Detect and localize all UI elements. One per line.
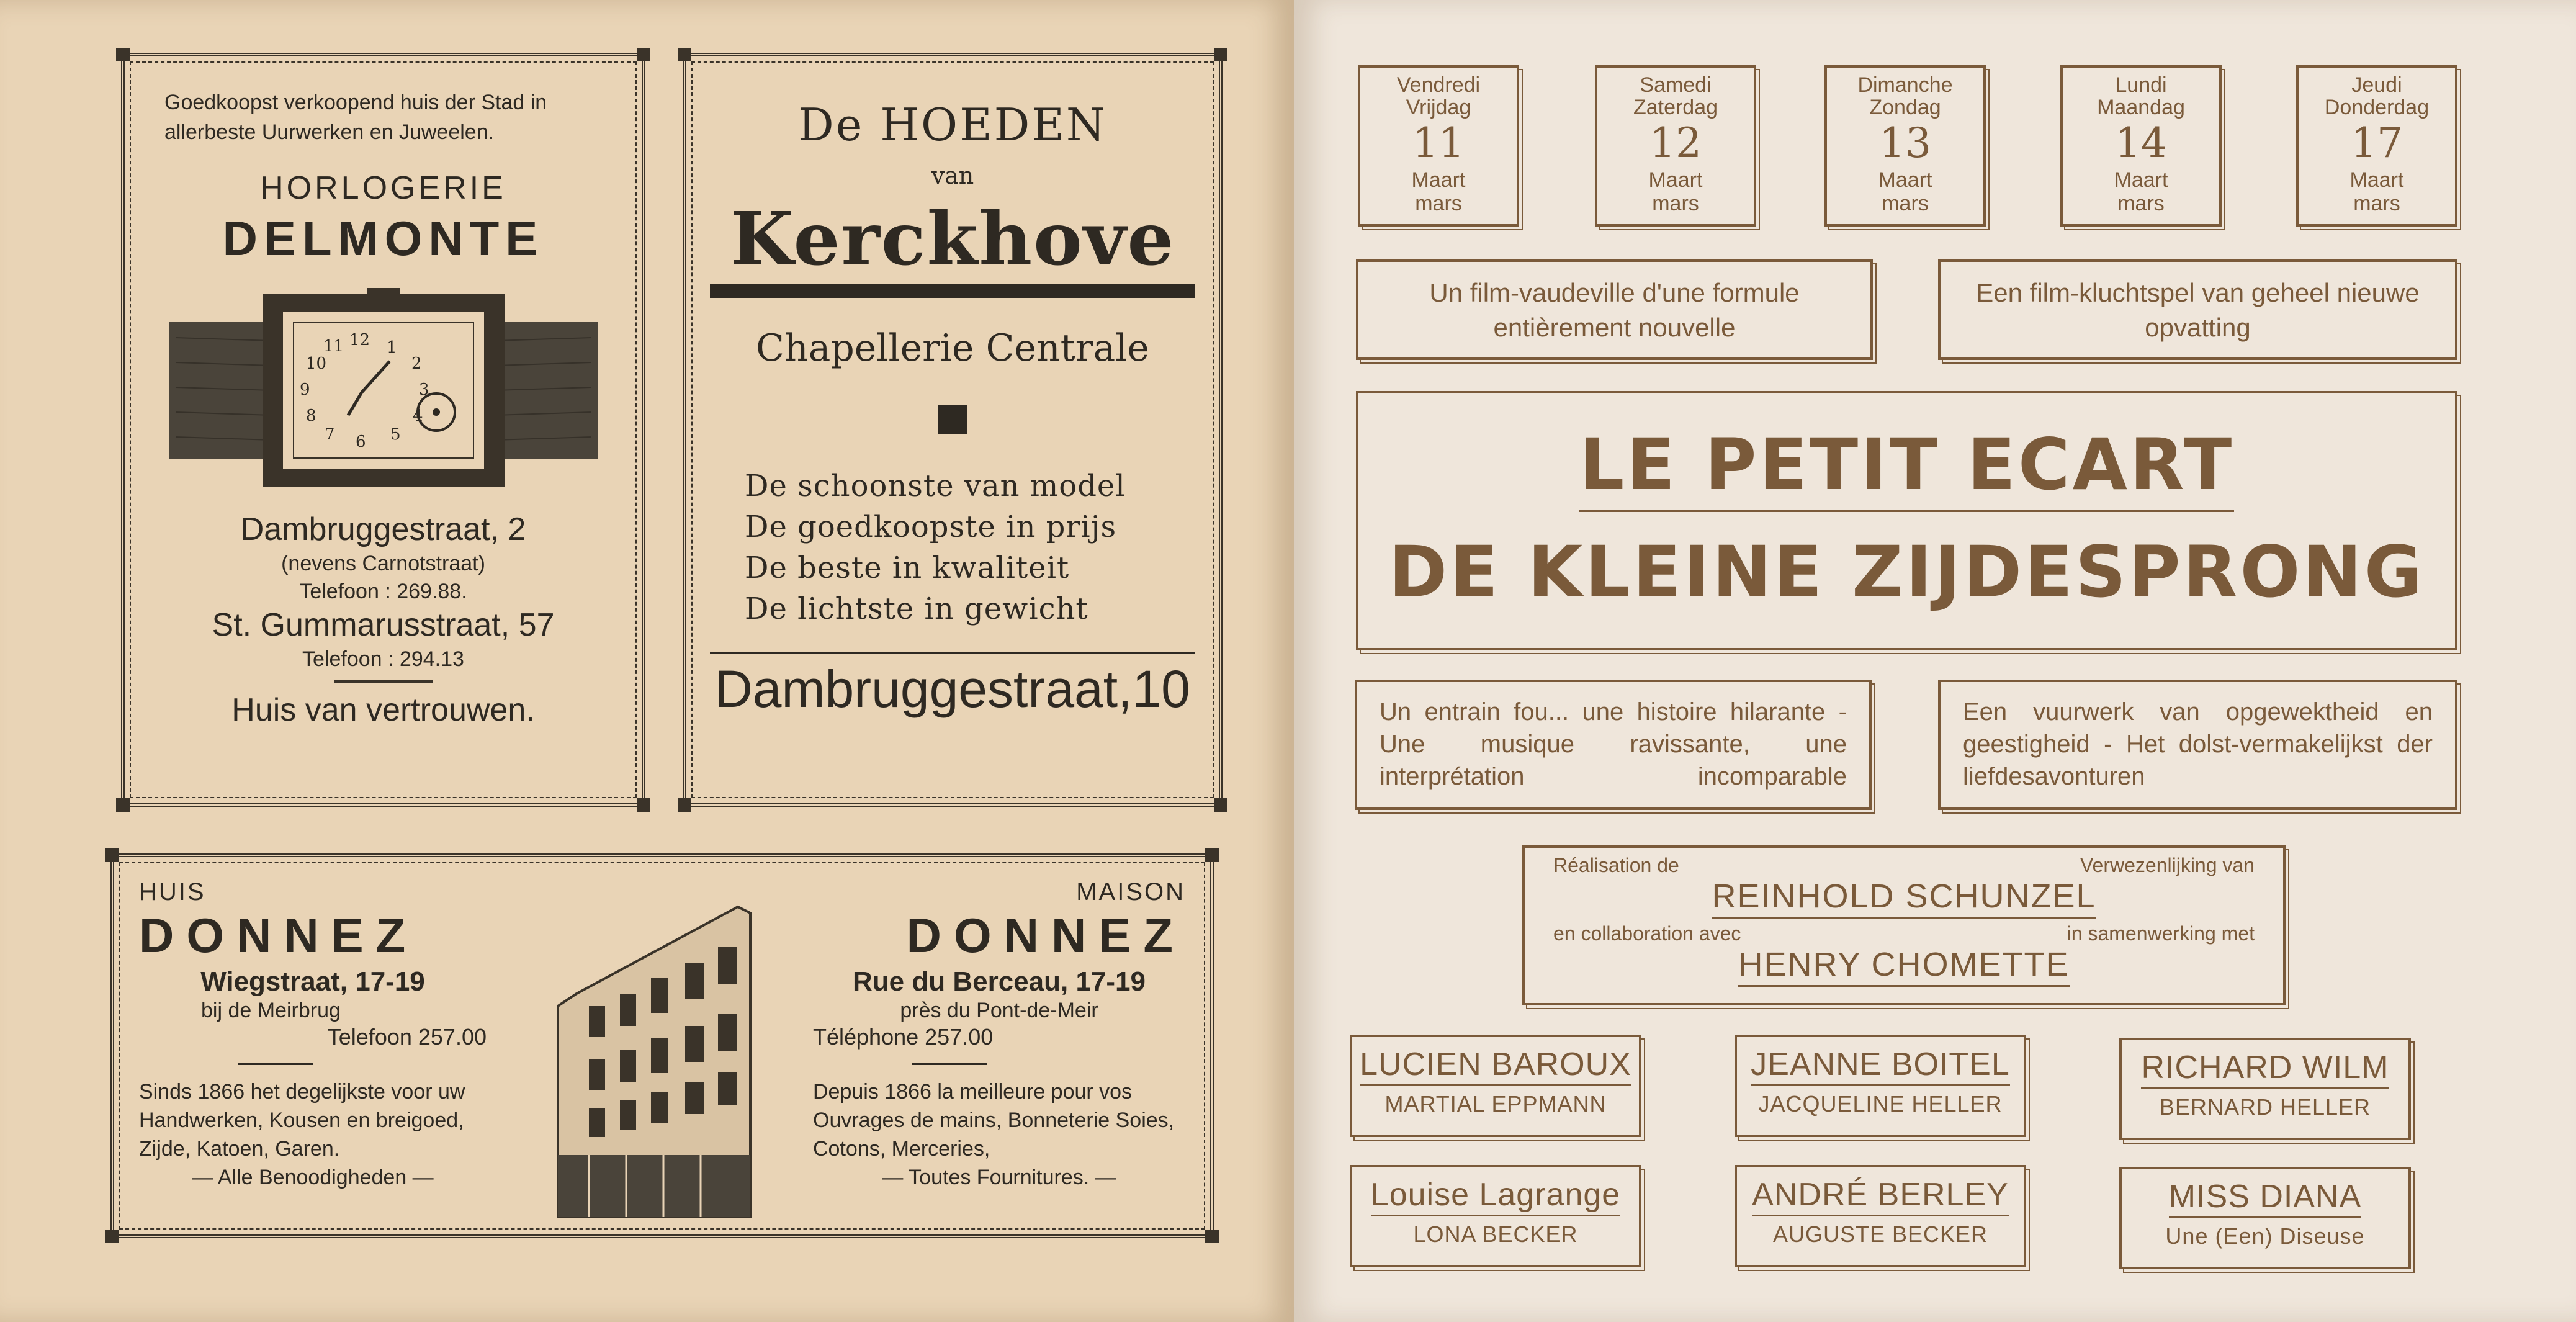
divider — [710, 284, 1195, 298]
svg-text:9: 9 — [299, 380, 310, 399]
frame-corner — [105, 1230, 119, 1243]
collaboration-label-fr: en collaboration avec — [1553, 922, 1741, 945]
donnez-body: Sinds 1866 het degelijkste voor uw Handwerken, Kousen en breigoed, Zijde, Katoen, Garen. — [139, 1080, 465, 1161]
svg-text:10: 10 — [305, 354, 326, 373]
role-name: MARTIAL EPPMANN — [1384, 1091, 1607, 1117]
svg-text:11: 11 — [323, 337, 344, 356]
square-ornament — [938, 405, 967, 434]
donnez-body: Depuis 1866 la meilleure pour vos Ouvrages de mains, Bonneterie Soies, Cotons, Merceries, — [813, 1080, 1175, 1161]
month-fr: mars — [1415, 192, 1462, 215]
cast-box — [1735, 1165, 2026, 1267]
day-name-fr: Vendredi — [1396, 73, 1481, 97]
delmonte-advert — [121, 53, 645, 807]
donnez-footer: — Alle Benoodigheden — — [192, 1166, 434, 1189]
director-name: REINHOLD SCHUNZEL — [1712, 877, 2096, 919]
svg-text:2: 2 — [411, 354, 422, 373]
delmonte-slogan: Huis van vertrouwen. — [231, 692, 535, 728]
day-name-nl: Vrijdag — [1406, 96, 1471, 119]
credits-box — [1522, 845, 2286, 1005]
date-box — [1824, 65, 1986, 227]
kerckhove-claim: De schoonste van model — [745, 469, 1126, 503]
cast-box — [1350, 1165, 1641, 1267]
day-name-fr: Dimanche — [1857, 73, 1953, 97]
day-number: 14 — [2115, 119, 2167, 167]
day-number: 17 — [2351, 119, 2403, 167]
kerckhove-van: van — [931, 162, 974, 189]
day-name-nl: Maandag — [2097, 96, 2185, 119]
realisation-label-nl: Verwezenlijking van — [2080, 854, 2255, 876]
frame-corner — [1205, 1230, 1219, 1243]
actor-name: MISS DIANA — [2169, 1178, 2362, 1218]
svg-text:8: 8 — [305, 407, 316, 425]
frame-corner — [1214, 48, 1227, 61]
date-box — [1595, 65, 1756, 227]
month-fr: mars — [1882, 192, 1929, 215]
delmonte-address-1: Dambruggestraat, 2 — [240, 511, 526, 547]
day-name-fr: Jeudi — [2351, 73, 2402, 97]
donnez-advert — [110, 853, 1214, 1238]
day-number: 13 — [1879, 119, 1931, 167]
svg-text:4: 4 — [412, 407, 423, 425]
month-fr: mars — [2353, 192, 2400, 215]
day-number: 11 — [1412, 119, 1465, 167]
delmonte-address-1-note: (nevens Carnotstraat) — [281, 552, 485, 575]
actor-name: JEANNE BOITEL — [1751, 1046, 2010, 1086]
actor-name: LUCIEN BAROUX — [1360, 1046, 1631, 1086]
donnez-phone: Telefoon 257.00 — [327, 1024, 487, 1050]
divider — [334, 680, 433, 683]
description-nl: Een vuurwerk van opgewektheid en geestigheid - Het dolst-vermakelijkst der liefdesavonturen — [1938, 680, 2457, 810]
frame-corner — [678, 48, 691, 61]
month-nl: Maart — [1411, 168, 1466, 192]
day-number: 12 — [1649, 119, 1702, 167]
collaboration-label-nl: in samenwerking met — [2067, 922, 2255, 945]
day-name-fr: Samedi — [1640, 73, 1712, 97]
day-name-nl: Zondag — [1869, 96, 1941, 119]
month-nl: Maart — [1878, 168, 1932, 192]
delmonte-tagline: Goedkoopst verkoopend huis der Stad in allerbeste Uurwerken en Juweelen. — [164, 91, 547, 144]
kerckhove-title: De HOEDEN — [798, 99, 1107, 151]
month-fr: mars — [2117, 192, 2165, 215]
kerckhove-advert — [683, 53, 1223, 807]
donnez-street: Wiegstraat, 17-19 — [200, 966, 425, 997]
delmonte-phone-2: Telefoon : 294.13 — [302, 647, 464, 671]
role-name: JACQUELINE HELLER — [1758, 1091, 2003, 1117]
film-title-nl: DE KLEINE ZIJDESPRONG — [1388, 531, 2425, 613]
svg-text:7: 7 — [324, 425, 335, 444]
day-name-nl: Zaterdag — [1633, 96, 1718, 119]
kerckhove-subtitle: Chapellerie Centrale — [756, 326, 1149, 370]
donnez-name: DONNEZ — [139, 908, 418, 963]
date-box — [2060, 65, 2222, 227]
frame-corner — [116, 798, 130, 812]
role-name: BERNARD HELLER — [2159, 1094, 2371, 1120]
date-box — [2296, 65, 2457, 227]
donnez-street: Rue du Berceau, 17-19 — [853, 966, 1146, 997]
role-name: AUGUSTE BECKER — [1772, 1221, 1988, 1247]
date-box — [1358, 65, 1519, 227]
collaborator-name: HENRY CHOMETTE — [1738, 945, 2069, 987]
film-title-fr: LE PETIT ECART — [1579, 423, 2234, 512]
kerckhove-address: Dambruggestraat,10 — [715, 660, 1190, 718]
frame-corner — [116, 48, 130, 61]
donnez-french-column — [813, 878, 1185, 1192]
month-nl: Maart — [2114, 168, 2168, 192]
day-name-fr: Lundi — [2115, 73, 2167, 97]
frame-corner — [637, 798, 650, 812]
actor-name: Louise Lagrange — [1371, 1176, 1620, 1216]
divider — [710, 652, 1195, 654]
kerckhove-claim: De goedkoopste in prijs — [745, 510, 1117, 544]
delmonte-address-2: St. Gummarusstraat, 57 — [212, 607, 555, 643]
actor-name: RICHARD WILM — [2141, 1049, 2389, 1089]
cast-box — [1735, 1035, 2026, 1137]
kerckhove-name: Kerckhove — [730, 196, 1175, 282]
kerckhove-claim: De beste in kwaliteit — [745, 551, 1070, 585]
day-name-nl: Donderdag — [2324, 96, 2430, 119]
description-fr: Un entrain fou... une histoire hilarante - Une musique ravissante, une interprétation incomparable — [1355, 680, 1872, 810]
delmonte-shop-type: HORLOGERIE — [260, 170, 506, 206]
delmonte-shop-name: DELMONTE — [222, 211, 544, 266]
svg-text:3: 3 — [418, 380, 429, 399]
donnez-note: bij de Meirbrug — [201, 999, 341, 1022]
svg-text:1: 1 — [386, 338, 397, 357]
divider — [912, 1063, 987, 1065]
donnez-name: DONNEZ — [906, 908, 1185, 963]
donnez-label: MAISON — [1076, 878, 1185, 906]
frame-corner — [1214, 798, 1227, 812]
donnez-phone: Téléphone 257.00 — [813, 1024, 994, 1050]
month-nl: Maart — [2349, 168, 2404, 192]
divider — [238, 1063, 313, 1065]
frame-corner — [678, 798, 691, 812]
realisation-label-fr: Réalisation de — [1553, 854, 1679, 876]
donnez-footer: — Toutes Fournitures. — — [882, 1166, 1116, 1189]
role-name: Une (Een) Diseuse — [2165, 1223, 2365, 1249]
kerckhove-claim: De lichtste in gewicht — [745, 591, 1088, 626]
cast-box — [2119, 1038, 2411, 1140]
frame-corner — [637, 48, 650, 61]
film-title-box — [1356, 391, 2457, 650]
wristwatch-illustration — [169, 288, 598, 493]
donnez-label: HUIS — [139, 878, 206, 906]
svg-text:12: 12 — [349, 331, 370, 349]
month-fr: mars — [1652, 192, 1699, 215]
donnez-note: près du Pont-de-Meir — [900, 999, 1098, 1022]
tagline-fr: Un film-vaudeville d'une formule entièrement nouvelle — [1356, 259, 1873, 360]
svg-text:5: 5 — [390, 425, 401, 444]
shop-building-illustration — [552, 901, 756, 1223]
month-nl: Maart — [1648, 168, 1703, 192]
svg-text:6: 6 — [355, 433, 366, 451]
donnez-dutch-column — [139, 878, 487, 1192]
frame-corner — [105, 848, 119, 862]
delmonte-phone-1: Telefoon : 269.88. — [299, 580, 467, 603]
cast-box — [1350, 1035, 1641, 1137]
cast-box — [2119, 1167, 2411, 1269]
role-name: LONA BECKER — [1413, 1221, 1578, 1247]
tagline-nl: Een film-kluchtspel van geheel nieuwe opvatting — [1938, 259, 2457, 360]
frame-corner — [1205, 848, 1219, 862]
actor-name: ANDRÉ BERLEY — [1752, 1176, 2009, 1216]
